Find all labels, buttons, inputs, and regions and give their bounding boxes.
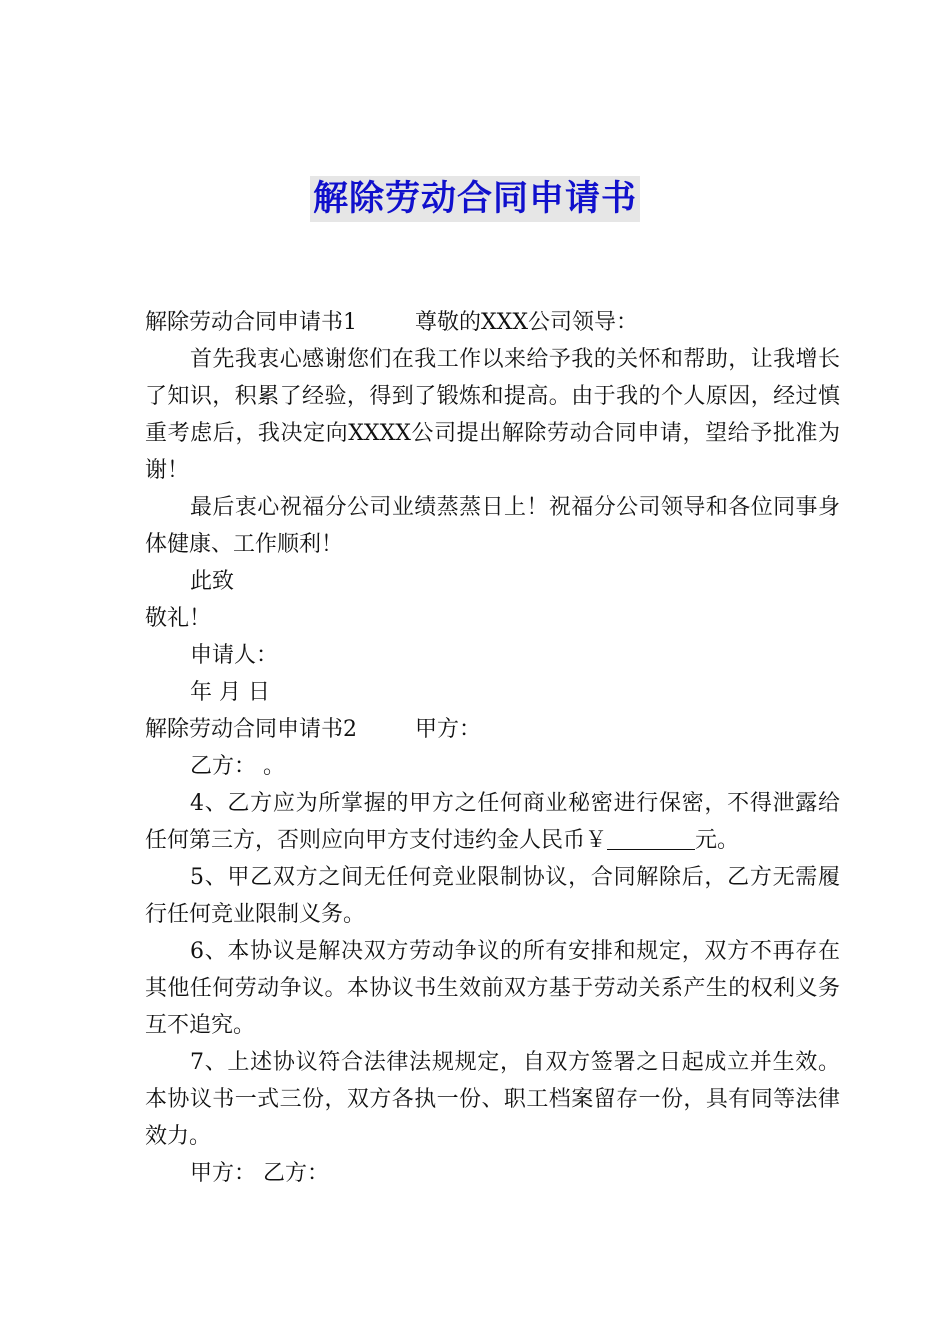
clause4-text: 4、乙方应为所掌握的甲方之任何商业秘密进行保密，不得泄露给任何第三方，否则应向甲方支付违约金人民币￥: [145, 791, 840, 853]
letter1-heading-line: [145, 304, 840, 341]
letter1-closing-2: 敬礼！: [145, 606, 212, 631]
letter2-clause-6: 6、本协议是解决双方劳动争议的所有安排和规定，双方不再存在其他任何劳动争议。本协议书生效前双方基于劳动关系产生的权利义务互不追究。: [145, 939, 840, 1038]
signature-party-b: 乙方：: [263, 1161, 330, 1186]
letter1-date: 年 月 日: [190, 680, 270, 705]
letter1-heading: 解除劳动合同申请书1: [145, 310, 357, 335]
letter1-salutation: 尊敬的XXX公司领导：: [415, 310, 638, 335]
letter1-applicant: 申请人：: [190, 643, 279, 668]
letter1-paragraph-2: 最后衷心祝福分公司业绩蒸蒸日上！祝福分公司领导和各位同事身体健康、工作顺利！: [145, 495, 840, 557]
letter2-party-a: 甲方：: [415, 717, 482, 742]
title-container: [0, 176, 950, 222]
amount-blank: [607, 827, 695, 850]
letter2-party-b: 乙方： 。: [190, 754, 285, 779]
signature-party-a: 甲方：: [190, 1161, 257, 1186]
letter2-signature-line: [145, 1155, 840, 1192]
letter1-paragraph-1: 首先我衷心感谢您们在我工作以来给予我的关怀和帮助，让我增长了知识，积累了经验，得到了锻炼和提高。由于我的个人原因，经过慎重考虑后，我决定向XXXX公司提出解除劳动合同申请，望给予批准为谢！: [145, 347, 840, 483]
page-title: 解除劳动合同申请书: [310, 176, 640, 222]
letter2-heading: 解除劳动合同申请书2: [145, 717, 357, 742]
letter2-clause-4: [145, 785, 840, 859]
letter2-clause-7: 7、上述协议符合法律法规规定，自双方签署之日起成立并生效。本协议书一式三份，双方各执一份、职工档案留存一份，具有同等法律效力。: [145, 1050, 840, 1149]
letter2-clause-5: 5、甲乙双方之间无任何竞业限制协议，合同解除后，乙方无需履行任何竞业限制义务。: [145, 865, 840, 927]
letter1-closing-1: 此致: [190, 569, 235, 594]
clause4-unit: 元。: [695, 828, 740, 853]
document-body: [145, 304, 840, 1192]
letter2-heading-line: [145, 711, 840, 748]
